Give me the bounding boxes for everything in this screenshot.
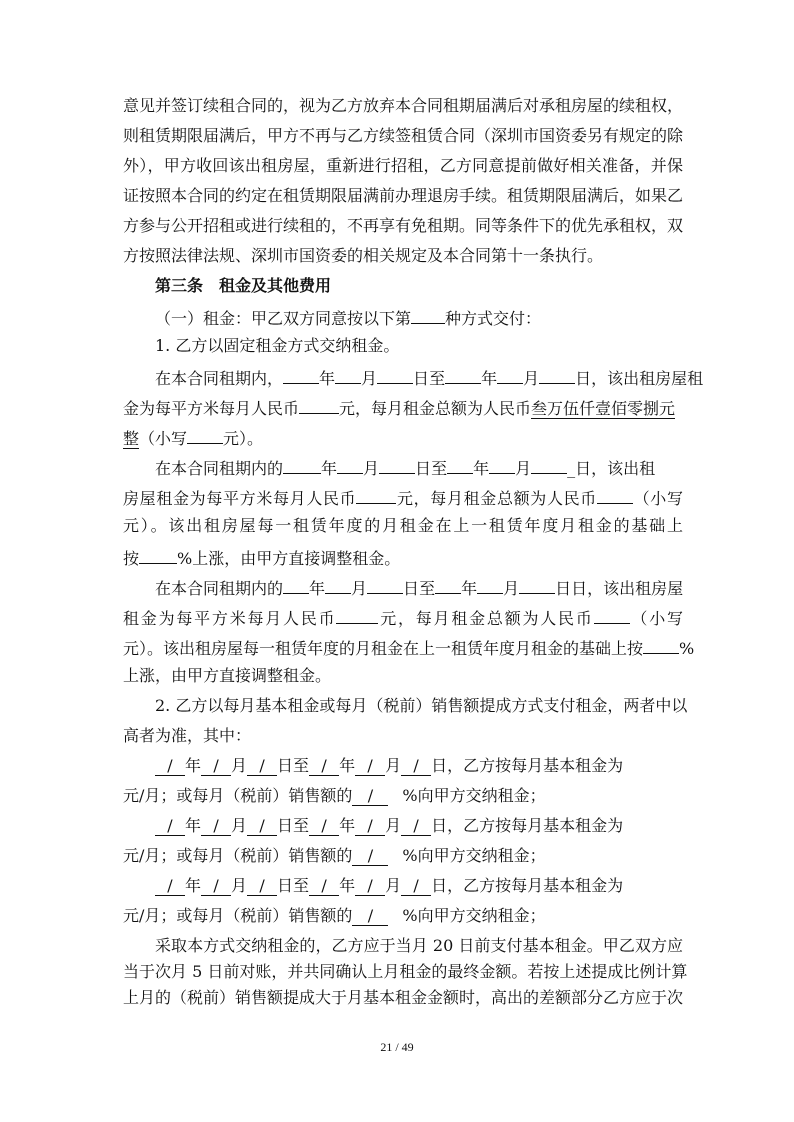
percentage-row-line2: 元/月；或每月（税前）销售额的 / %向甲方交纳租金； bbox=[123, 846, 546, 865]
item-2-line1: 2. 乙方以每月基本租金或每月（税前）销售额提成方式支付租金，两者中以 bbox=[155, 696, 688, 715]
item-1-heading: 1. 乙方以固定租金方式交纳租金。 bbox=[155, 336, 400, 355]
closing-line: 采取本方式交纳租金的，乙方应于当月 20 日前支付基本租金。甲乙双方应 bbox=[155, 936, 683, 955]
closing-line: 上月的（税前）销售额提成大于月基本租金金额时，高出的差额部分乙方应于次 bbox=[123, 988, 684, 1007]
option3-line4: 上涨，由甲方直接调整租金。 bbox=[123, 666, 332, 685]
page-number: 21 / 49 bbox=[380, 1040, 414, 1054]
option2-line4: 按 %上涨，由甲方直接调整租金。 bbox=[123, 546, 683, 569]
paragraph-line: 证按照本合同的约定在租赁期限届满前办理退房手续。租赁期限届满后，如果乙 bbox=[123, 186, 684, 205]
option3-line1: 在本合同租期内的 年 月 日至 年 月 日日，该出租房屋 bbox=[155, 576, 683, 599]
option1-line3: 整（小写 元）。 bbox=[123, 426, 683, 449]
rent-method-line: （一）租金：甲乙双方同意按以下第 种方式交付： bbox=[155, 306, 683, 329]
paragraph-line: 则租赁期限届满后，甲方不再与乙方续签租赁合同（深圳市国资委另有规定的除 bbox=[123, 126, 684, 145]
paragraph-line: 意见并签订续租合同的，视为乙方放弃本合同租期届满后对承租房屋的续租权， bbox=[123, 96, 684, 115]
percentage-row: / 年 / 月 / 日至 / 年 / 月 / 日，乙方按每月基本租金为 bbox=[155, 876, 683, 896]
option1-line2: 金为每平方米每月人民币 元，每月租金总额为人民币叁万伍仟壹佰零捌元 bbox=[123, 396, 683, 419]
percentage-row-line2: 元/月；或每月（税前）销售额的 / %向甲方交纳租金； bbox=[123, 786, 546, 805]
option2-line2: 房屋租金为每平方米每月人民币 元，每月租金总额为人民币 （小写 bbox=[123, 486, 683, 509]
percentage-row: / 年 / 月 / 日至 / 年 / 月 / 日，乙方按每月基本租金为 bbox=[155, 756, 683, 776]
option2-line3: 元）。该出租房屋每一租赁年度的月租金在上一租赁年度月租金的基础上 bbox=[123, 516, 683, 535]
method-blank bbox=[411, 306, 445, 324]
paragraph-line: 方参与公开招租或进行续租的，不再享有免租期。同等条件下的优先承租权，双 bbox=[123, 216, 684, 235]
closing-line: 当于次月 5 日前对账，并共同确认上月租金的最终金额。若按上述提成比例计算 bbox=[123, 962, 688, 981]
item-2-line2: 高者为准，其中： bbox=[123, 726, 252, 745]
option3-line2: 租金为每平方米每月人民币 元，每月租金总额为人民币 （小写 bbox=[123, 606, 683, 629]
paragraph-line: 外），甲方收回该出租房屋，重新进行招租，乙方同意提前做好相关准备，并保 bbox=[123, 156, 683, 175]
option1-line1: 在本合同租期内， 年 月 日至 年 月 日，该出租房屋租 bbox=[155, 366, 683, 389]
option3-line3: 元）。该出租房屋每一租赁年度的月租金在上一租赁年度月租金的基础上按 % bbox=[123, 636, 683, 659]
percentage-row-line2: 元/月；或每月（税前）销售额的 / %向甲方交纳租金； bbox=[123, 906, 546, 925]
article-heading: 第三条 租金及其他费用 bbox=[155, 276, 332, 295]
paragraph-line: 方按照法律法规、深圳市国资委的相关规定及本合同第十一条执行。 bbox=[123, 246, 604, 265]
option2-line1: 在本合同租期内的 年 月 日至 年 月 _日，该出租 bbox=[155, 456, 683, 479]
percentage-row: / 年 / 月 / 日至 / 年 / 月 / 日，乙方按每月基本租金为 bbox=[155, 816, 683, 836]
amount-in-words: 叁万伍仟壹佰零捌元 bbox=[531, 399, 676, 418]
